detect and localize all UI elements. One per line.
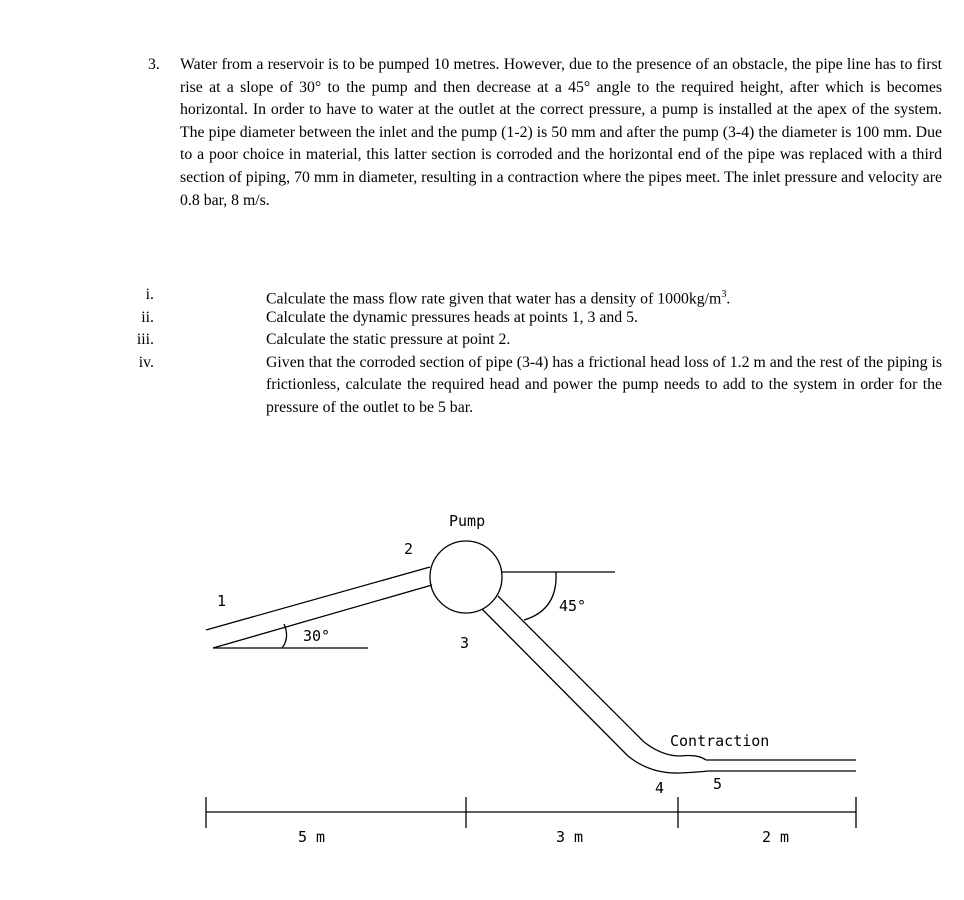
point-5-label: 5 bbox=[713, 775, 723, 793]
pipe-fall-left bbox=[482, 609, 628, 756]
point-1-label: 1 bbox=[217, 592, 227, 610]
part-numeral: i. bbox=[145, 286, 154, 303]
part-text-main: Calculate the mass flow rate given that water has a density of 1000kg/m bbox=[266, 290, 722, 308]
angle-arc-45 bbox=[524, 572, 556, 620]
pump-circle bbox=[430, 541, 502, 613]
pipe-fall-right bbox=[498, 596, 644, 742]
part-text-end: . bbox=[726, 290, 731, 308]
part-numeral: iv. bbox=[138, 353, 154, 371]
pipe-bend-lower bbox=[628, 756, 680, 773]
dimension-label-2m: 2 m bbox=[762, 828, 790, 846]
point-4-label: 4 bbox=[655, 779, 665, 797]
angle-30-label: 30° bbox=[303, 627, 331, 645]
part-numeral: iii. bbox=[136, 331, 154, 349]
dimension-label-5m: 5 m bbox=[298, 828, 326, 846]
pipe-rise-upper bbox=[206, 567, 430, 630]
point-3-label: 3 bbox=[460, 634, 470, 652]
angle-45-label: 45° bbox=[559, 597, 587, 615]
part-text: Calculate the dynamic pressures heads at points 1, 3 and 5. bbox=[266, 308, 639, 326]
question-number: 3. bbox=[148, 56, 160, 73]
dimension-label-3m: 3 m bbox=[556, 828, 584, 846]
point-2-label: 2 bbox=[404, 540, 414, 558]
pump-label: Pump bbox=[449, 512, 486, 530]
part-text: Given that the corroded section of pipe (3-4) has a frictional head loss of 1.2 m and the rest of the piping is frictionless, calculate the required head and power the pump needs to add to the system in order for the pressure of the outlet to be 5 bar. bbox=[266, 353, 942, 416]
superscript: 3 bbox=[721, 289, 727, 300]
contraction-upper bbox=[680, 756, 706, 761]
contraction-label: Contraction bbox=[670, 732, 770, 750]
question-text: Water from a reservoir is to be pumped 10 metres. However, due to the presence of an obstacle, the pipe line has to first rise at a slope of 30° to the pump and then decrease at a 45° angle to the required height, after which is becomes horizontal. In order to have to water at the outlet at the correct pressure, a pump is installed at the apex of the system. The pipe diameter between the inlet and the pump (1-2) is 50 mm and after the pump (3-4) the diameter is 100 mm. Due to a poor choice in material, this latter section is corroded and the horizontal end of the pipe was replaced with a third section of piping, 70 mm in diameter, resulting in a contraction where the pipes meet. The inlet pressure and velocity are 0.8 bar, 8 m/s. bbox=[180, 56, 942, 209]
part-numeral: ii. bbox=[141, 308, 154, 326]
contraction-lower bbox=[680, 771, 708, 773]
part-text: Calculate the static pressure at point 2. bbox=[266, 331, 511, 349]
